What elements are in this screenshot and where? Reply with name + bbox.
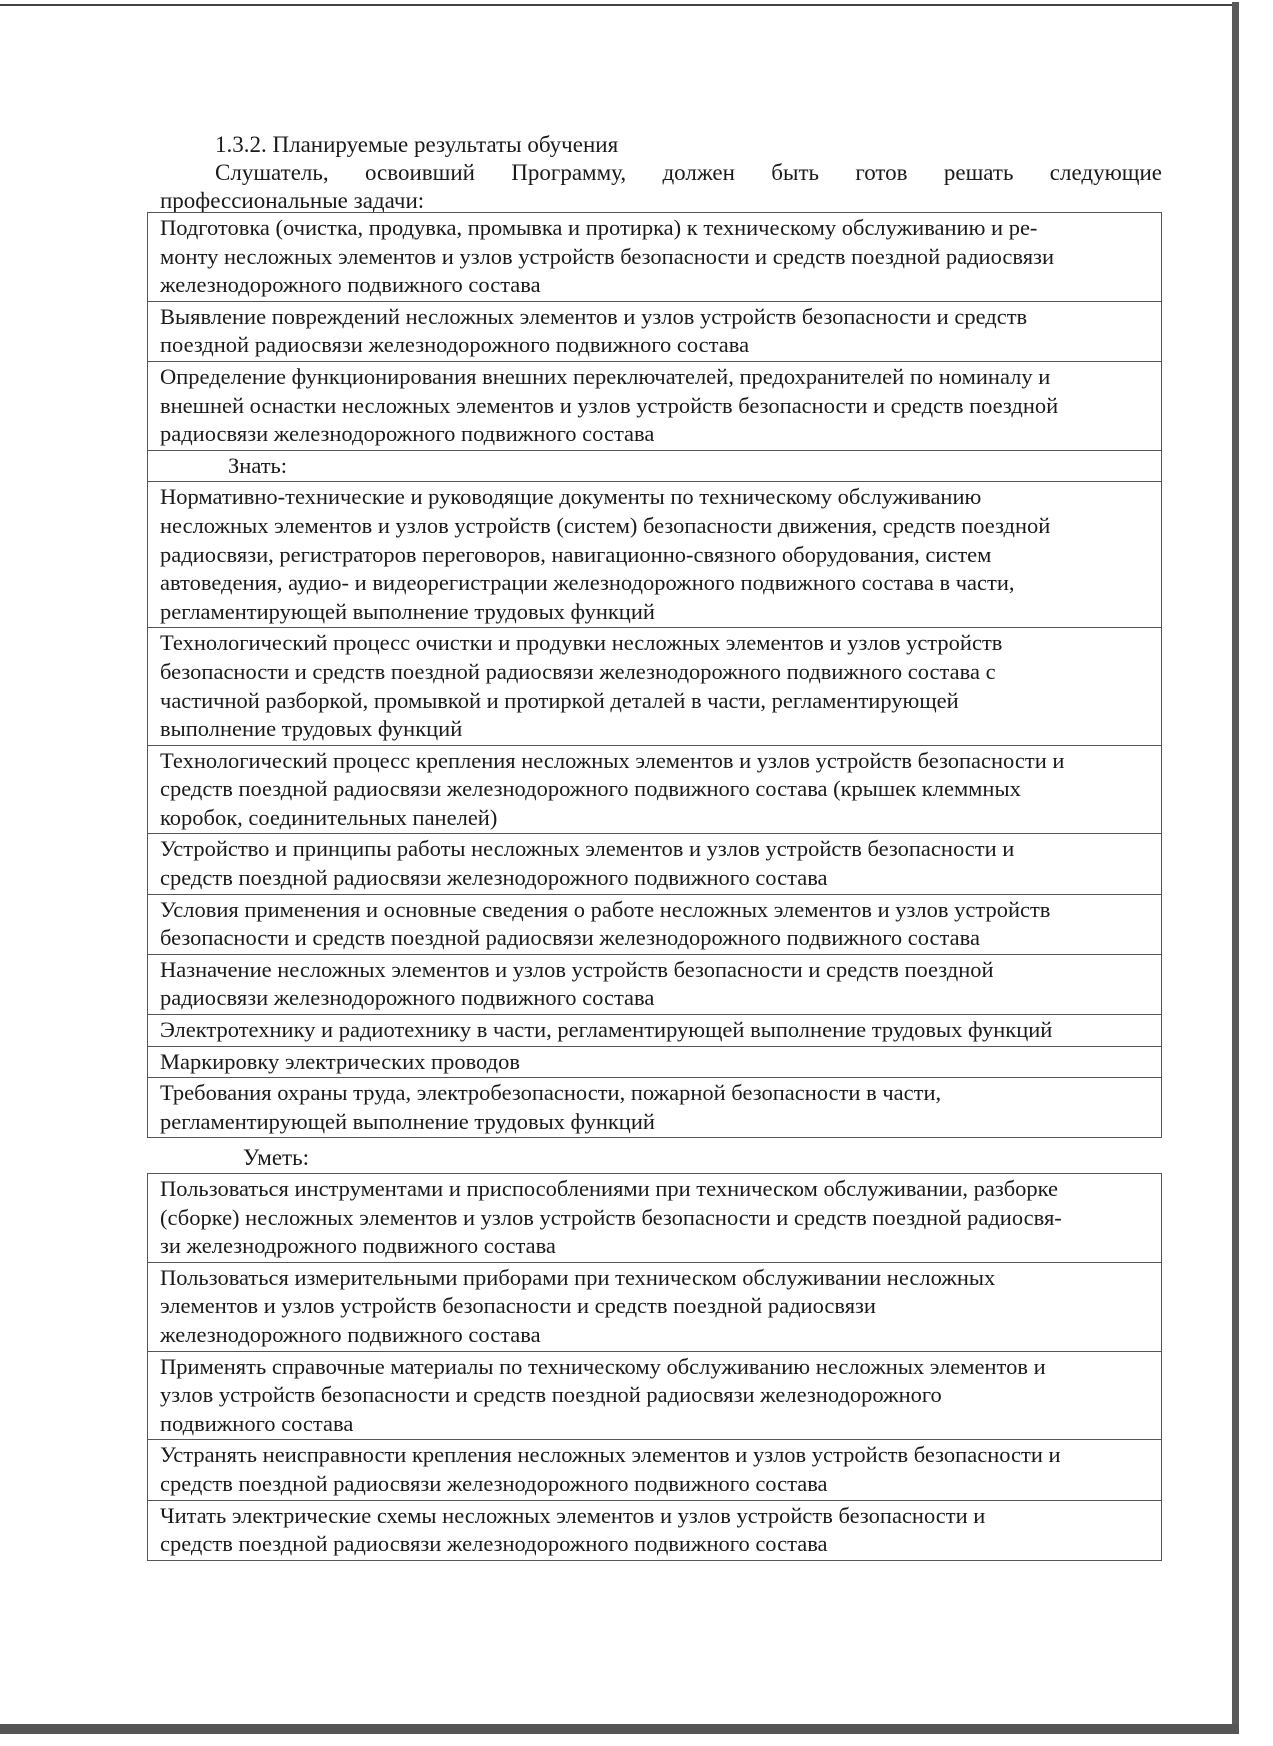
skills-label: Уметь: xyxy=(243,1145,309,1170)
cell-text-line: средств поездной радиосвязи железнодорожного подвижного состава xyxy=(160,1470,828,1496)
know-label-row xyxy=(148,450,1162,482)
scan-bottom-edge xyxy=(0,1724,1239,1734)
cell-text-line: поездной радиосвязи железнодорожного подвижного состава xyxy=(160,332,750,358)
knowledge-row xyxy=(148,1078,1162,1138)
knowledge-row-cell xyxy=(148,1015,1162,1047)
knowledge-row-cell xyxy=(148,628,1162,745)
knowledge-row-cell xyxy=(148,1046,1162,1078)
knowledge-row xyxy=(148,482,1162,628)
scan-top-edge xyxy=(0,4,1235,6)
knowledge-row xyxy=(148,954,1162,1014)
knowledge-row-cell xyxy=(148,954,1162,1014)
knowledge-row-cell xyxy=(148,482,1162,628)
cell-text-line: Подготовка (очистка, продувка, промывка и протирка) к техническому обслуживанию и ре- xyxy=(160,215,1038,240)
cell-text-line: регламентирующей выполнение трудовых функций xyxy=(160,598,655,624)
cell-text-line: радиосвязи железнодорожного подвижного состава xyxy=(160,985,655,1011)
cell-text-line: выполнение трудовых функций xyxy=(160,716,463,742)
cell-text-line: узлов устройств безопасности и средств поездной радиосвязи железнодорожного xyxy=(160,1382,942,1408)
task-row-cell xyxy=(148,213,1162,302)
cell-text-line: средств поездной радиосвязи железнодорожного подвижного состава xyxy=(160,865,828,891)
cell-text-line: безопасности и средств поездной радиосвязи железнодорожного подвижного состава с xyxy=(160,658,996,684)
knowledge-row xyxy=(148,1046,1162,1078)
cell-text-line: Применять справочные материалы по техническому обслуживанию несложных элементов и xyxy=(160,1353,1046,1379)
cell-text-line: Устройство и принципы работы несложных элементов и узлов устройств безопасности и xyxy=(160,836,1015,862)
task-row xyxy=(148,213,1162,302)
cell-text-line: регламентирующей выполнение трудовых функций xyxy=(160,1108,655,1134)
cell-text-line: Читать электрические схемы несложных элементов и узлов устройств безопасности и xyxy=(160,1502,986,1528)
knowledge-row-cell xyxy=(148,745,1162,834)
cell-text-line: радиосвязи, регистраторов переговоров, навигационно-связного оборудования, систем xyxy=(160,541,992,567)
cell-text-line: Пользоваться инструментами и приспособлениями при техническом обслуживании, разборке xyxy=(160,1176,1059,1201)
task-row xyxy=(148,301,1162,361)
scan-right-edge xyxy=(1232,2,1239,1730)
intro-line-2: профессиональные задачи: xyxy=(160,188,425,213)
cell-text-line: Пользоваться измерительными приборами при техническом обслуживании несложных xyxy=(160,1264,996,1290)
cell-text-line: Технологический процесс очистки и продувки несложных элементов и узлов устройств xyxy=(160,630,1003,656)
skill-row xyxy=(148,1500,1162,1560)
task-row xyxy=(148,361,1162,450)
cell-text-line: несложных элементов и узлов устройств (систем) безопасности движения, средств поездной xyxy=(160,512,1051,538)
knowledge-row xyxy=(148,628,1162,745)
tasks-and-knowledge-table xyxy=(147,212,1162,1138)
cell-text-line: Маркировку электрических проводов xyxy=(160,1048,520,1074)
cell-text-line: Требования охраны труда, электробезопасности, пожарной безопасности в части, xyxy=(160,1080,942,1106)
task-row-cell xyxy=(148,361,1162,450)
cell-text-line: Выявление повреждений несложных элементов и узлов устройств безопасности и средств xyxy=(160,303,1028,329)
knowledge-row xyxy=(148,894,1162,954)
task-row-cell xyxy=(148,301,1162,361)
cell-text-line: монту несложных элементов и узлов устройств безопасности и средств поездной радиосвязи xyxy=(160,243,1054,269)
cell-text-line: зи железнодрожного подвижного состава xyxy=(160,1233,556,1259)
knowledge-row xyxy=(148,745,1162,834)
cell-text-line: Устранять неисправности крепления несложных элементов и узлов устройств безопасности и xyxy=(160,1442,1061,1468)
cell-text-line: средств поездной радиосвязи железнодорожного подвижного состава xyxy=(160,1531,828,1557)
cell-text-line: Определение функционирования внешних переключателей, предохранителей по номиналу и xyxy=(160,363,1051,389)
know-label: Знать: xyxy=(148,450,1162,482)
cell-text-line: Технологический процесс крепления несложных элементов и узлов устройств безопасности и xyxy=(160,747,1065,773)
skill-row-cell xyxy=(148,1351,1162,1440)
cell-text-line: Электротехнику и радиотехнику в части, регламентирующей выполнение трудовых функций xyxy=(160,1017,1053,1043)
knowledge-row-cell xyxy=(148,894,1162,954)
skill-row xyxy=(148,1351,1162,1440)
skill-row xyxy=(148,1440,1162,1500)
knowledge-row xyxy=(148,1015,1162,1047)
cell-text-line: железнодорожного подвижного состава xyxy=(160,272,541,298)
section-heading: 1.3.2. Планируемые результаты обучения xyxy=(215,132,619,157)
knowledge-row-cell xyxy=(148,834,1162,894)
cell-text-line: внешней оснастки несложных элементов и узлов устройств безопасности и средств поездной xyxy=(160,392,1059,418)
skill-row-cell xyxy=(148,1500,1162,1560)
skill-row-cell xyxy=(148,1174,1162,1263)
cell-text-line: Нормативно-технические и руководящие документы по техническому обслуживанию xyxy=(160,484,982,510)
cell-text-line: частичной разборкой, промывкой и протиркой деталей в части, регламентирующей xyxy=(160,687,959,713)
knowledge-row-cell xyxy=(148,1078,1162,1138)
cell-text-line: железнодорожного подвижного состава xyxy=(160,1321,541,1347)
cell-text-line: автоведения, аудио- и видеорегистрации железнодорожного подвижного состава в части, xyxy=(160,570,1015,596)
cell-text-line: Условия применения и основные сведения о работе несложных элементов и узлов устройств xyxy=(160,896,1051,922)
cell-text-line: коробок, соединительных панелей) xyxy=(160,804,498,830)
cell-text-line: безопасности и средств поездной радиосвязи железнодорожного подвижного состава xyxy=(160,925,980,951)
skill-row xyxy=(148,1174,1162,1263)
cell-text-line: элементов и узлов устройств безопасности и средств поездной радиосвязи xyxy=(160,1293,876,1319)
cell-text-line: средств поездной радиосвязи железнодорожного подвижного состава (крышек клеммных xyxy=(160,776,1021,802)
intro-line-1: Слушатель, освоивший Программу, должен быть готов решать следующие xyxy=(215,160,1162,185)
cell-text-line: радиосвязи железнодорожного подвижного состава xyxy=(160,421,655,447)
skill-row-cell xyxy=(148,1262,1162,1351)
skill-row xyxy=(148,1262,1162,1351)
cell-text-line: (сборке) несложных элементов и узлов устройств безопасности и средств поездной радиосвя- xyxy=(160,1204,1062,1230)
cell-text-line: Назначение несложных элементов и узлов устройств безопасности и средств поездной xyxy=(160,956,994,982)
knowledge-row xyxy=(148,834,1162,894)
skill-row-cell xyxy=(148,1440,1162,1500)
cell-text-line: подвижного состава xyxy=(160,1410,354,1436)
skills-table xyxy=(147,1173,1162,1561)
